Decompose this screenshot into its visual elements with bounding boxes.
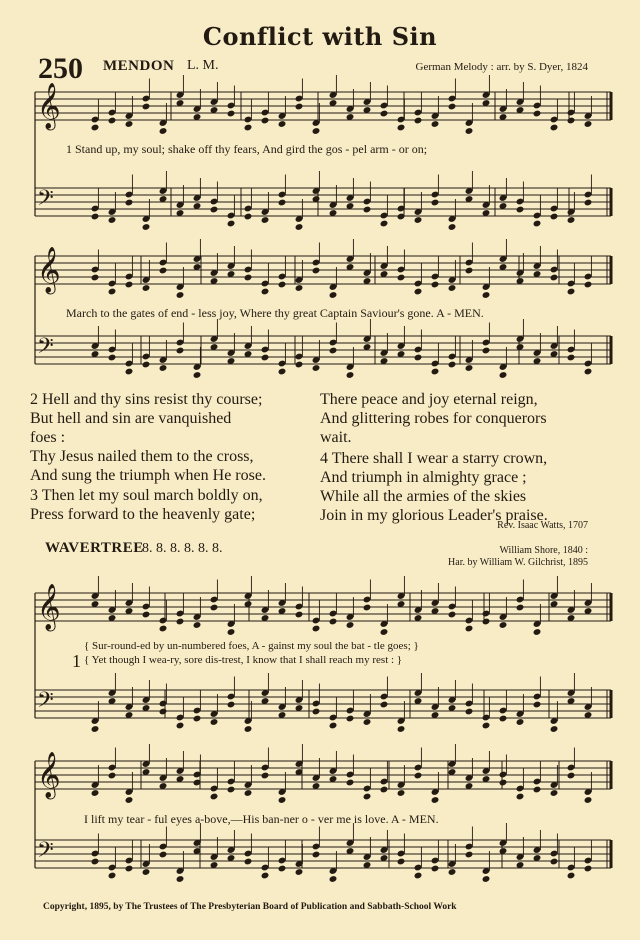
composer-credit-mendon: German Melody : arr. by S. Dyer, 1824 — [415, 61, 588, 73]
lyric-line: { Yet though I wea-ry, sore dis-trest, I know that I shall reach my rest : } — [84, 654, 403, 666]
svg-text:𝄢: 𝄢 — [37, 838, 54, 868]
verse-3: 3 Then let my soul march boldly on, Press forward to the heavenly gate; — [30, 487, 263, 523]
harmonizer-credit-wavertree: Har. by William W. Gilchrist, 1895 — [448, 557, 588, 568]
svg-text:𝄞: 𝄞 — [37, 752, 61, 798]
hymn-number: 250 — [38, 52, 83, 85]
composer-credit-wavertree: William Shore, 1840 : — [499, 545, 588, 556]
verse-3-continued: There peace and joy eternal reign, And glittering robes for conquerors wait. — [320, 391, 547, 446]
lyric-line: March to the gates of end - less joy, Where thy great Captain Saviour's gone. A - MEN. — [66, 306, 484, 320]
lyric-line: I lift my tear - ful eyes a-bove,—His ban-ner o - ver me is love. A - MEN. — [84, 812, 439, 826]
lyric-line: { Sur-round-ed by un-numbered foes, A - gainst my soul the bat - tle goes; } — [84, 640, 419, 652]
author-credit: Rev. Isaac Watts, 1707 — [497, 520, 588, 531]
page-title: Conflict with Sin — [202, 22, 438, 51]
tune-name-mendon: MENDON — [103, 58, 175, 74]
lyric-line: 1 Stand up, my soul; shake off thy fears, And gird the gos - pel arm - or on; — [66, 142, 428, 156]
verse-number: 1 — [72, 651, 81, 671]
svg-text:𝄢: 𝄢 — [37, 688, 54, 718]
svg-text:𝄞: 𝄞 — [37, 83, 61, 129]
svg-text:𝄞: 𝄞 — [37, 584, 61, 630]
copyright-notice: Copyright, 1895, by The Trustees of The Presbyterian Board of Publication and Sabbath-School Work — [43, 902, 457, 912]
meter-mendon: L. M. — [187, 58, 219, 73]
verse-2: 2 Hell and thy sins resist thy course; But hell and sin are vanquished foes : Thy Jesus nailed them to the cross, And sung the triumph when He rose. — [30, 391, 266, 484]
verse-4: 4 There shall I wear a starry crown, And triumph in almighty grace ; While all the armies of the skies Join in my glorious Leader's praise. — [320, 450, 548, 524]
meter-wavertree: 8. 8. 8. 8. 8. 8. — [142, 541, 223, 556]
svg-text:𝄢: 𝄢 — [37, 186, 54, 216]
svg-text:𝄢: 𝄢 — [37, 334, 54, 364]
tune-name-wavertree: WAVERTREE — [45, 540, 144, 556]
svg-text:𝄞: 𝄞 — [37, 247, 61, 293]
